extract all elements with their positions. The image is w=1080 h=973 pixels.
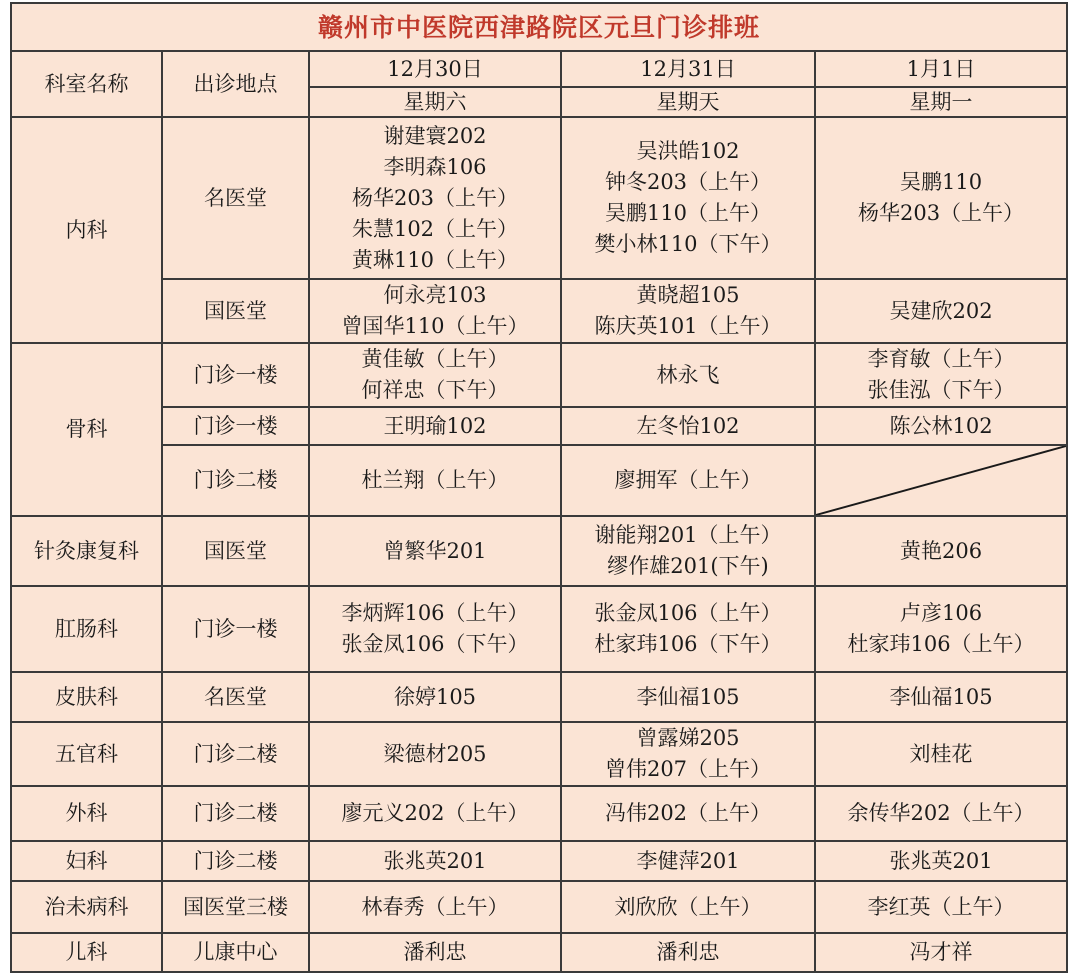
location-cell: 门诊二楼 [162, 786, 309, 841]
department-cell: 儿科 [11, 933, 162, 972]
doctor-entry: 李红英（上午） [867, 894, 1015, 919]
doctor-entry: 刘桂花 [909, 741, 973, 766]
doctor-entry: 李育敏（上午） [867, 347, 1015, 371]
doctor-entry: 樊小林110（下午） [594, 232, 782, 256]
header-location: 出诊地点 [162, 51, 309, 117]
schedule-cell [815, 722, 1067, 786]
location-cell: 门诊一楼 [162, 586, 309, 672]
location-cell: 名医堂 [162, 672, 309, 722]
doctor-entry: 冯才祥 [909, 940, 973, 964]
schedule-cell [309, 881, 561, 933]
department-cell: 内科 [11, 117, 162, 343]
schedule-cell [561, 279, 815, 343]
doctor-entry: 杜兰翔（上午） [361, 468, 509, 492]
doctor-entry: 钟冬203（上午） [604, 170, 772, 194]
location-cell: 门诊一楼 [162, 407, 309, 445]
doctor-entry: 杜家玮106（上午） [847, 632, 1035, 656]
schedule-cell [561, 117, 815, 279]
doctor-entry: 梁德材205 [383, 741, 487, 766]
doctor-entry: 李明森106 [383, 154, 487, 179]
doctor-entry: 李仙福105 [889, 684, 993, 709]
table-row [11, 279, 1067, 343]
schedule-cell [309, 586, 561, 672]
doctor-entry: 曾繁华201 [383, 538, 487, 563]
doctor-entry: 吴洪皓102 [636, 139, 740, 163]
doctor-entry: 吴建欣202 [889, 298, 993, 323]
doctor-entry: 张兆英201 [383, 848, 487, 873]
schedule-cell [561, 343, 815, 407]
department-cell: 骨科 [11, 343, 162, 516]
table-row [11, 407, 1067, 445]
department-cell: 治未病科 [11, 881, 162, 933]
department-cell: 妇科 [11, 841, 162, 881]
department-cell: 针灸康复科 [11, 516, 162, 586]
schedule-cell [815, 786, 1067, 841]
doctor-entry: 林春秀（上午） [361, 894, 509, 919]
doctor-entry: 缪作雄201(下午) [607, 554, 769, 578]
doctor-entry: 廖元义202（上午） [341, 801, 529, 825]
location-cell: 名医堂 [162, 117, 309, 279]
department-cell: 外科 [11, 786, 162, 841]
schedule-cell [815, 407, 1067, 445]
doctor-entry: 王明瑜102 [383, 413, 487, 438]
table-row [11, 841, 1067, 881]
doctor-entry: 黄琳110（上午） [351, 247, 519, 272]
schedule-cell [309, 672, 561, 722]
doctor-entry: 杨华203（上午） [351, 185, 519, 210]
header-weekday: 星期一 [815, 87, 1067, 117]
schedule-cell [815, 881, 1067, 933]
doctor-entry: 潘利忠 [403, 940, 467, 964]
schedule-cell [815, 279, 1067, 343]
schedule-cell [309, 722, 561, 786]
schedule-cell [309, 841, 561, 881]
location-cell: 门诊二楼 [162, 841, 309, 881]
schedule-cell [309, 786, 561, 841]
schedule-cell [309, 117, 561, 279]
doctor-entry: 陈公林102 [889, 413, 993, 438]
doctor-entry: 曾伟207（上午） [604, 757, 772, 781]
doctor-entry: 何永亮103 [383, 283, 487, 307]
doctor-entry: 张兆英201 [889, 848, 993, 873]
doctor-entry: 黄晓超105 [636, 283, 740, 307]
table-row [11, 722, 1067, 786]
schedule-cell [561, 516, 815, 586]
doctor-entry: 朱慧102（上午） [351, 216, 519, 241]
doctor-entry: 黄佳敏（上午） [361, 347, 509, 371]
doctor-entry: 左冬怡102 [636, 413, 740, 438]
table-row [11, 117, 1067, 279]
location-cell: 门诊二楼 [162, 445, 309, 516]
schedule-cell [309, 343, 561, 407]
table-row [11, 786, 1067, 841]
schedule-cell [561, 586, 815, 672]
schedule-cell [561, 672, 815, 722]
schedule-cell [815, 841, 1067, 881]
doctor-entry: 徐婷105 [393, 684, 477, 709]
schedule-cell [561, 722, 815, 786]
doctor-entry: 李仙福105 [636, 684, 740, 709]
table-title: 赣州市中医院西津路院区元旦门诊排班 [11, 3, 1067, 51]
doctor-entry: 卢彦106 [899, 601, 983, 625]
doctor-entry: 余传华202（上午） [847, 801, 1035, 825]
table-row [11, 343, 1067, 407]
schedule-cell [561, 445, 815, 516]
schedule-cell [309, 516, 561, 586]
table-row [11, 881, 1067, 933]
location-cell: 门诊一楼 [162, 343, 309, 407]
schedule-cell [815, 933, 1067, 972]
doctor-entry: 张佳泓（下午） [867, 378, 1015, 402]
table-row [11, 586, 1067, 672]
schedule-cell [561, 881, 815, 933]
location-cell: 国医堂 [162, 516, 309, 586]
doctor-entry: 曾露娣205 [636, 726, 740, 750]
header-date: 12月30日 [309, 51, 561, 87]
doctor-entry: 张金凤106（下午） [341, 632, 529, 656]
header-department: 科室名称 [11, 51, 162, 117]
doctor-entry: 冯伟202（上午） [604, 801, 772, 825]
schedule-cell [815, 117, 1067, 279]
doctor-entry: 刘欣欣（上午） [614, 894, 762, 919]
doctor-entry: 何祥忠（下午） [361, 378, 509, 402]
location-cell: 儿康中心 [162, 933, 309, 972]
doctor-entry: 黄艳206 [899, 538, 983, 563]
schedule-cell [309, 407, 561, 445]
header-weekday: 星期六 [309, 87, 561, 117]
schedule-cell [815, 586, 1067, 672]
location-cell: 国医堂 [162, 279, 309, 343]
schedule-cell [561, 786, 815, 841]
doctor-entry: 吴鹏110（上午） [604, 201, 772, 225]
location-cell: 国医堂三楼 [162, 881, 309, 933]
header-weekday: 星期天 [561, 87, 815, 117]
diagonal-slash [816, 446, 1066, 515]
table-row [11, 672, 1067, 722]
schedule-cell [815, 672, 1067, 722]
doctor-entry: 廖拥军（上午） [614, 468, 762, 492]
location-cell: 门诊二楼 [162, 722, 309, 786]
doctor-entry: 李炳辉106（上午） [341, 601, 529, 625]
doctor-entry: 谢建寰202 [383, 123, 487, 148]
table-row [11, 516, 1067, 586]
schedule-cell [561, 407, 815, 445]
schedule-cell [815, 516, 1067, 586]
empty-slashed-cell [815, 445, 1067, 516]
header-date: 12月31日 [561, 51, 815, 87]
schedule-cell [309, 279, 561, 343]
schedule-cell [815, 343, 1067, 407]
doctor-entry: 曾国华110（上午） [341, 314, 529, 338]
doctor-entry: 吴鹏110 [899, 170, 983, 194]
table-row [11, 445, 1067, 516]
doctor-entry: 杨华203（上午） [857, 201, 1025, 225]
doctor-entry: 林永飞 [656, 362, 720, 387]
schedule-cell [309, 933, 561, 972]
department-cell: 肛肠科 [11, 586, 162, 672]
department-cell: 五官科 [11, 722, 162, 786]
schedule-cell [561, 933, 815, 972]
doctor-entry: 陈庆英101（上午） [594, 314, 782, 338]
doctor-entry: 潘利忠 [656, 940, 720, 964]
doctor-entry: 李健萍201 [636, 848, 740, 873]
table-row [11, 933, 1067, 972]
schedule-cell [561, 841, 815, 881]
doctor-entry: 张金凤106（上午） [594, 601, 782, 625]
doctor-entry: 杜家玮106（下午） [594, 632, 782, 656]
department-cell: 皮肤科 [11, 672, 162, 722]
doctor-entry: 谢能翔201（上午） [594, 523, 782, 547]
header-date: 1月1日 [815, 51, 1067, 87]
schedule-table [10, 2, 1068, 973]
schedule-cell [309, 445, 561, 516]
